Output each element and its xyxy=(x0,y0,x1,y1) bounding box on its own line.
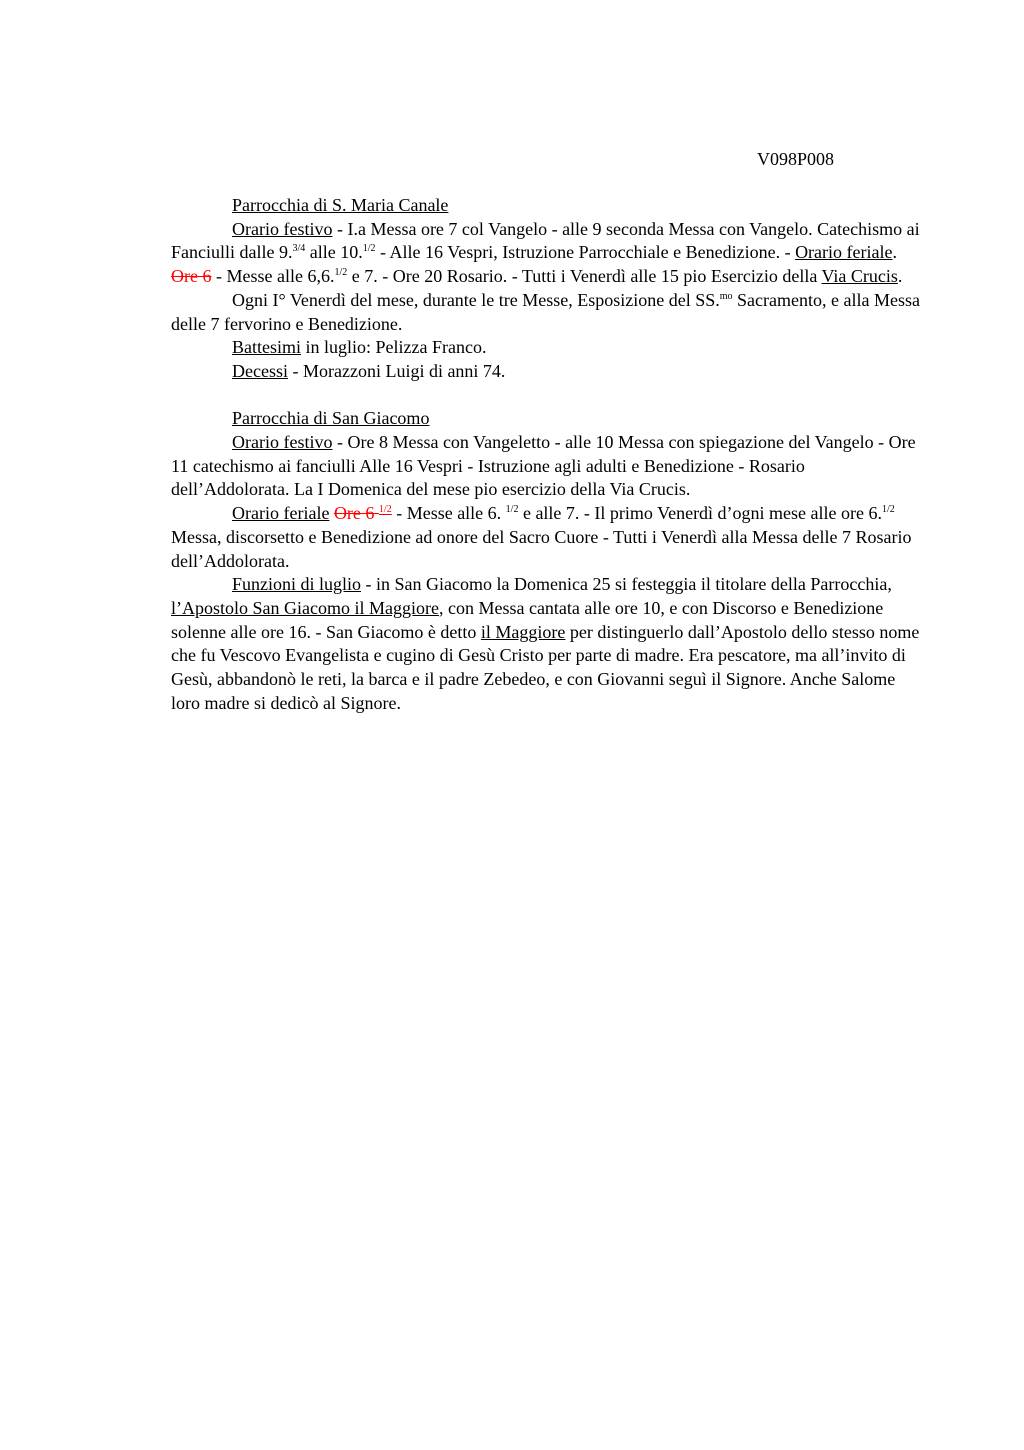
section-santa-maria-canale xyxy=(171,194,923,384)
label-battesimi: Battesimi xyxy=(232,337,301,358)
section-san-giacomo xyxy=(171,407,923,715)
document-body xyxy=(171,194,923,715)
paragraph-battesimi: Battesimi in luglio: Pelizza Franco. xyxy=(232,337,487,358)
label-orario-festivo: Orario festivo xyxy=(232,432,333,453)
paragraph-orario-festivo-san-giacomo: Orario festivo - Ore 8 Messa con Vangeletto - alle 10 Messa con spiegazione del Vangelo - Ore 11 catechismo ai fanciulli Alle 16 Vespri - Istruzione agli adulti e Benedizione - Rosario dell’Addolorata. La I Domenica del mese pio esercizio della Via Crucis. xyxy=(171,432,916,500)
via-crucis-text: Via Crucis xyxy=(821,266,898,287)
paragraph-primo-venerdi: Ogni I° Venerdì del mese, durante le tre Messe, Esposizione del SS.$^{mo}$ Sacramento, e alla Messa delle 7 fervorino e Benedizione. xyxy=(171,289,920,334)
section-spacer xyxy=(171,384,923,408)
label-funzioni-luglio: Funzioni di luglio xyxy=(232,574,362,595)
label-orario-festivo: Orario festivo xyxy=(232,218,333,239)
section-heading-san-giacomo: Parrocchia di San Giacomo xyxy=(232,408,430,429)
label-orario-feriale: Orario feriale xyxy=(232,503,330,524)
paragraph-orario-santa-maria: Orario festivo - I.a Messa ore 7 col Vangelo - alle 9 seconda Messa con Vangelo. Catechismo ai Fanciulli dalle 9.$^{3/4}$ alle 10.$^{1/2}$ - Alle 16 Vespri, Istruzione Parrocchiale e Benedizione. - Orario feriale. Ore 6 - Messe alle 6,6.$^{1/2}$ e 7. - Ore 20 Rosario. - Tutti i Venerdì alle 15 pio Esercizio della Via Crucis. xyxy=(171,218,920,287)
paragraph-decessi: Decessi - Morazzoni Luigi di anni 74. xyxy=(232,360,506,381)
deleted-text: Ore 6 xyxy=(171,266,212,287)
il-maggiore-text: il Maggiore xyxy=(480,621,566,642)
paragraph-funzioni-luglio: Funzioni di luglio - in San Giacomo la Domenica 25 si festeggia il titolare della Parrocchia, l’Apostolo San Giacomo il Maggiore, con Messa cantata alle ore 10, e con Discorso e Benedizione solenne alle ore 16. - San Giacomo è detto il Maggiore per distinguerlo dall’Apostolo dello stesso nome che fu Vescovo Evangelista e cugino di Gesù Cristo per parte di madre. Era pescatore, ma all’invito di Gesù, abbandonò le reti, la barca e il padre Zebedeo, e con Giovanni seguì il Signore. Anche Salome loro madre si dedicò al Signore. xyxy=(171,574,920,713)
section-heading-santa-maria-canale: Parrocchia di S. Maria Canale xyxy=(232,195,449,215)
page-code: V098P008 xyxy=(757,149,835,169)
deleted-text: Ore 6 $^{1/2}$ xyxy=(333,503,392,524)
paragraph-orario-feriale-san-giacomo: Orario feriale Ore 6 $^{1/2}$ - Messe alle 6. $^{1/2}$ e alle 7. - Il primo Venerdì d’ogni mese alle ore 6.$^{1/2}$ Messa, discorsetto e Benedizione ad onore del Sacro Cuore - Tutti i Venerdì alla Messa delle 7 Rosario dell’Addolorata. xyxy=(171,503,912,571)
label-orario-feriale: Orario feriale xyxy=(795,242,893,263)
apostolo-text: l’Apostolo San Giacomo il Maggiore xyxy=(171,597,439,618)
label-decessi: Decessi xyxy=(232,360,288,381)
